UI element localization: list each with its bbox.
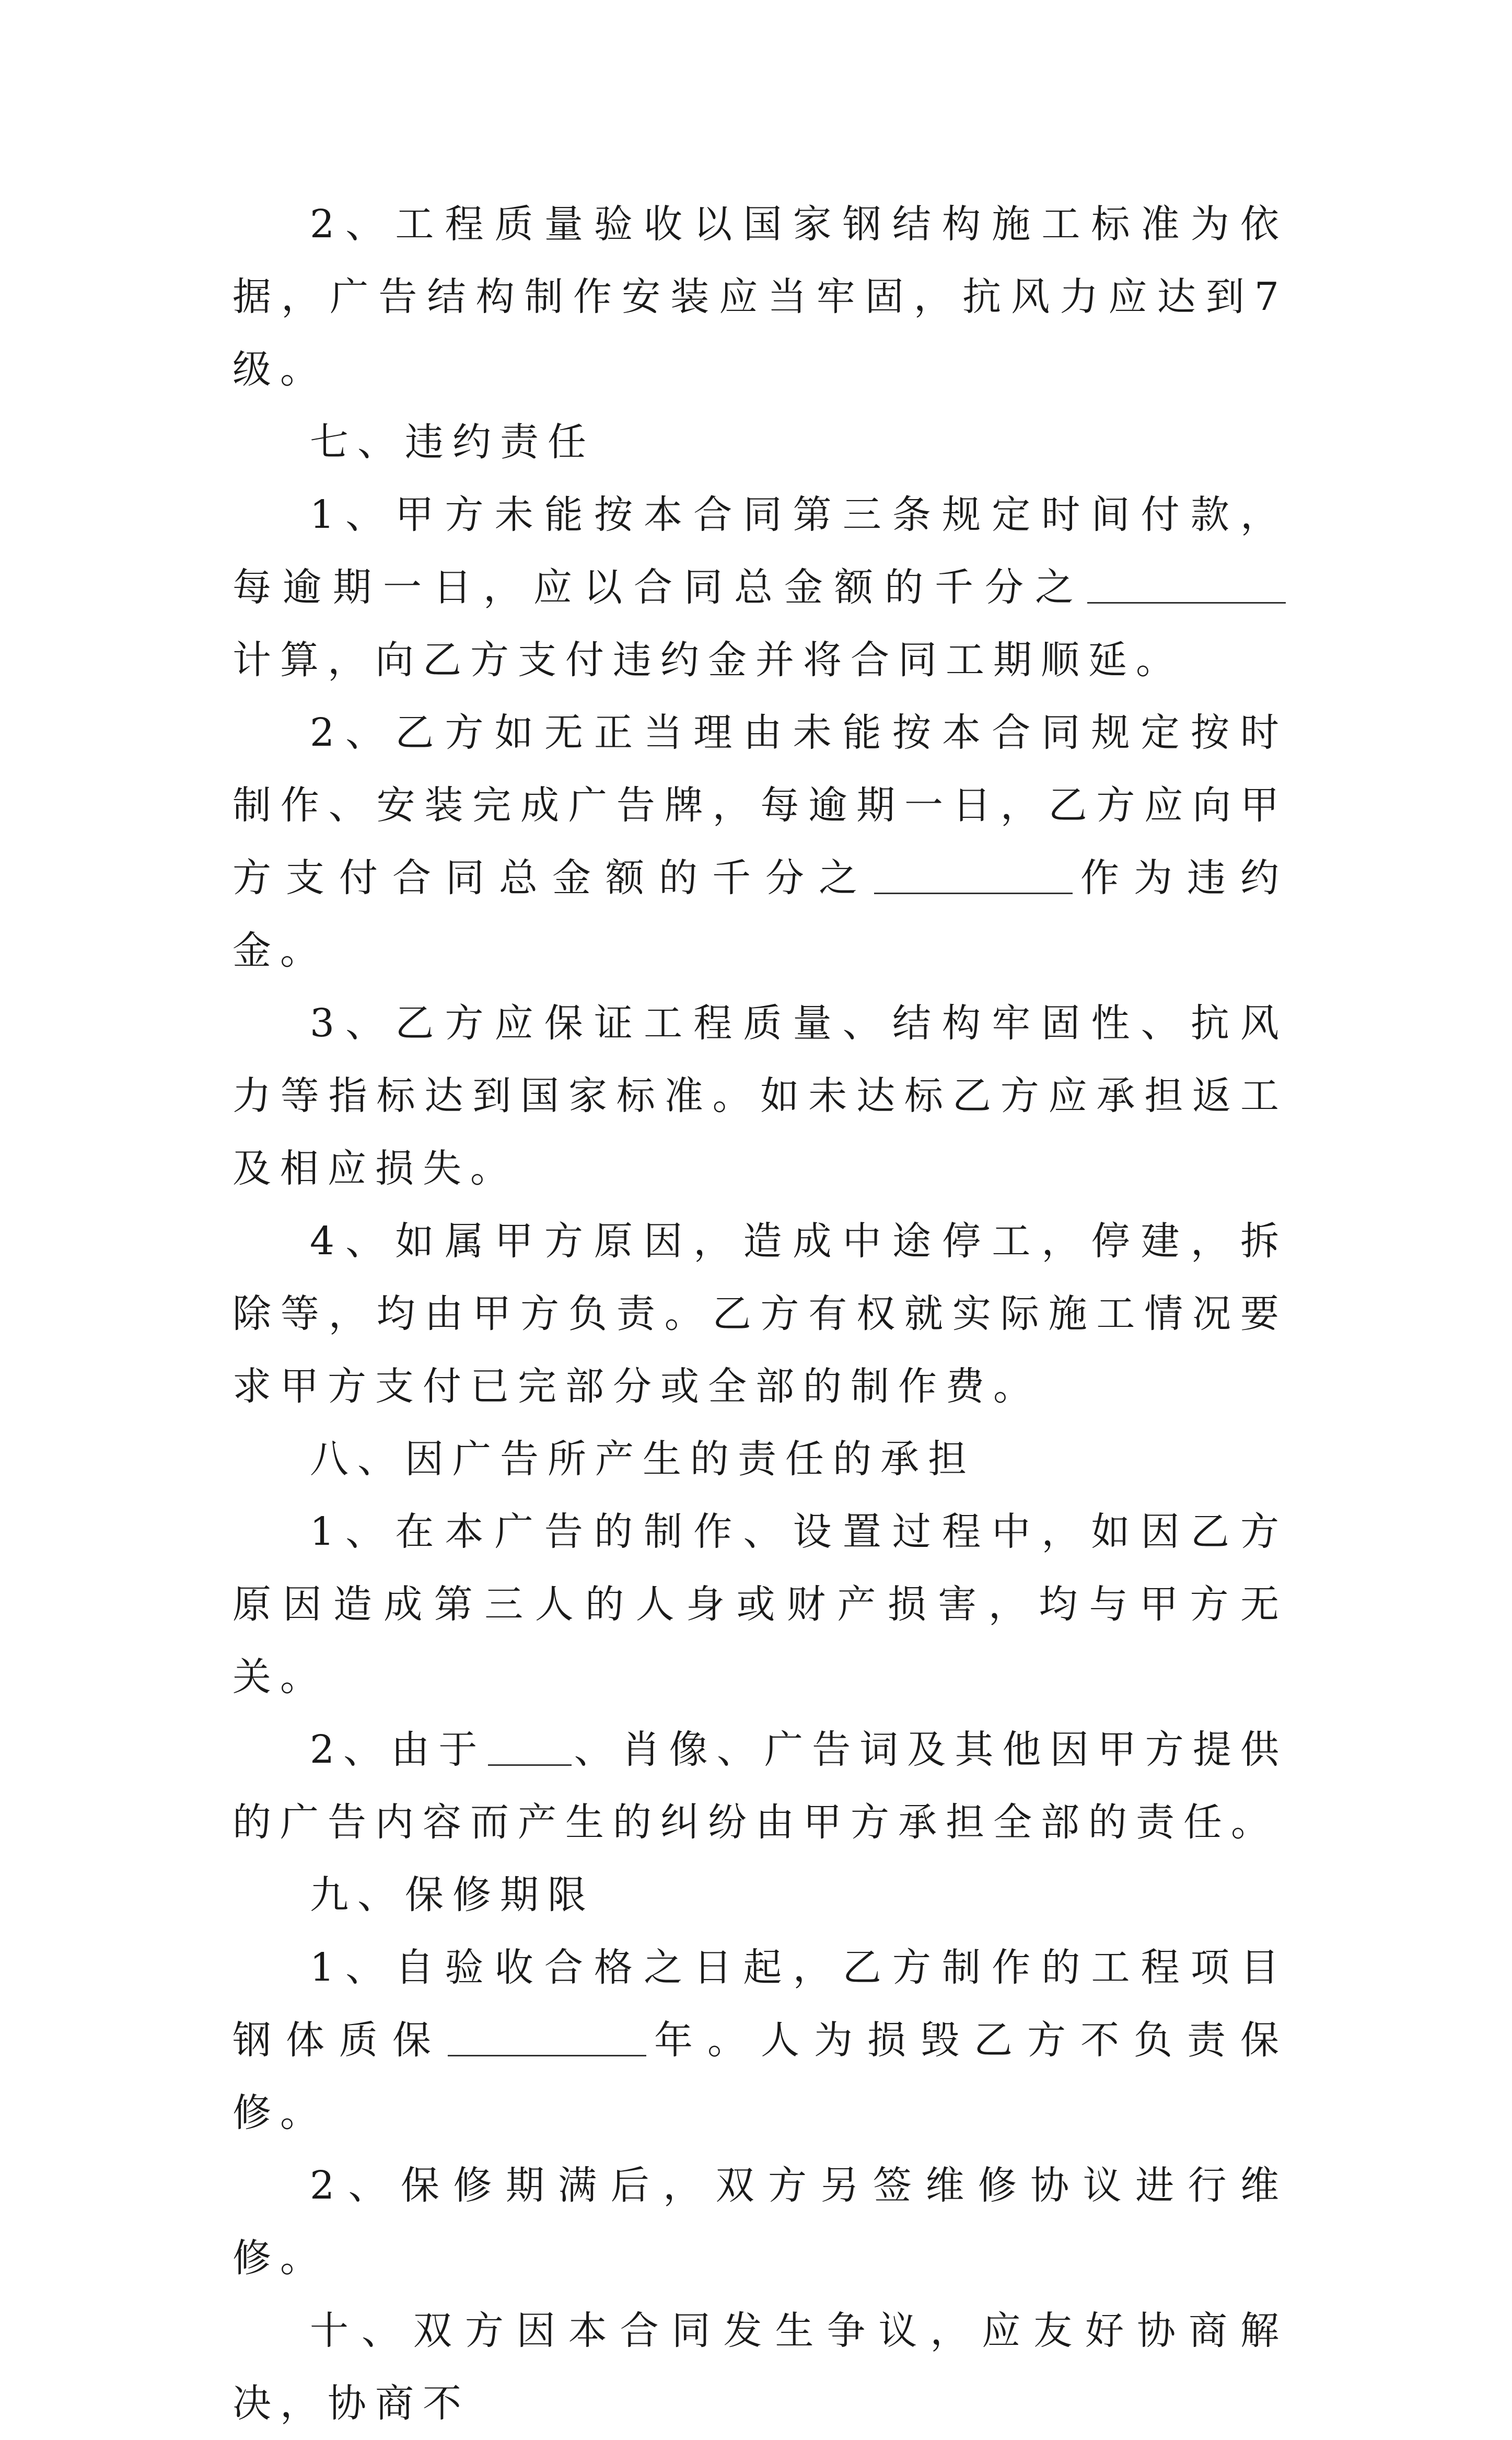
paragraph-text: 1、自验收合格之日起，乙方制作的工程项目钢体质保 [232,1945,1288,2063]
paragraph-text: 3、乙方应保证工程质量、结构牢固性、抗风力等指标达到国家标准。如未达标乙方应承担返工及相应损失。 [232,1001,1288,1191]
fill-in-blank-rate[interactable] [874,858,1073,894]
section-7-heading [232,406,1288,479]
warranty-clause-2-paragraph [232,2149,1288,2295]
fill-in-blank-years[interactable] [448,2020,646,2056]
breach-clause-3-paragraph [232,987,1288,1205]
paragraph-text: 十、双方因本合同发生争议，应友好协商解决，协商不 [232,2308,1288,2426]
paragraph-text: 2、保修期满后，双方另签维修协议进行维修。 [232,2163,1288,2281]
breach-clause-1-paragraph [232,479,1288,697]
paragraph-text: 2、由于 [310,1727,486,1772]
breach-clause-4-paragraph [232,1205,1288,1423]
paragraph-text: 作为违约金。 [232,855,1288,973]
paragraph-text: 计算，向乙方支付违约金并将合同工期顺延。 [232,638,1183,683]
breach-clause-2-paragraph [232,697,1288,987]
paragraph-text: 4、如属甲方原因，造成中途停工，停建，拆除等，均由甲方负责。乙方有权就实际施工情况要求甲方支付已完部分或全部的制作费。 [232,1219,1288,1409]
paragraph-text: 2、乙方如无正当理由未能按本合同规定按时制作、安装完成广告牌，每逾期一日，乙方应向甲方支付合同总金额的千分之 [232,710,1288,900]
fill-in-blank-item[interactable] [488,1730,572,1766]
paragraph-text: 2、工程质量验收以国家钢结构施工标准为依据，广告结构制作安装应当牢固，抗风力应达到7级。 [232,202,1288,392]
heading-text: 九、保修期限 [310,1872,595,1917]
paragraph-text: 1、甲方未能按本合同第三条规定时间付款，每逾期一日，应以合同总金额的千分之 [232,492,1288,610]
section-10-paragraph [232,2295,1288,2440]
section-9-heading [232,1859,1288,1932]
section-8-heading [232,1423,1288,1496]
fill-in-blank-rate[interactable] [1087,568,1286,604]
heading-text: 七、违约责任 [310,420,595,465]
paragraph-text: 、肖像、广告词及其他因甲方提供的广告内容而产生的纠纷由甲方承担全部的责任。 [232,1727,1288,1845]
heading-text: 八、因广告所产生的责任的承担 [310,1437,975,1482]
paragraph-text: 年。人为损毁乙方不负责保修。 [232,2018,1288,2135]
document-body [232,188,1288,2440]
clause-7-2-quality-paragraph [232,188,1288,406]
paragraph-text: 1、在本广告的制作、设置过程中，如因乙方原因造成第三人的人身或财产损害，均与甲方无关。 [232,1509,1288,1699]
liability-clause-1-paragraph [232,1496,1288,1714]
liability-clause-2-paragraph [232,1714,1288,1859]
warranty-clause-1-paragraph [232,1932,1288,2149]
